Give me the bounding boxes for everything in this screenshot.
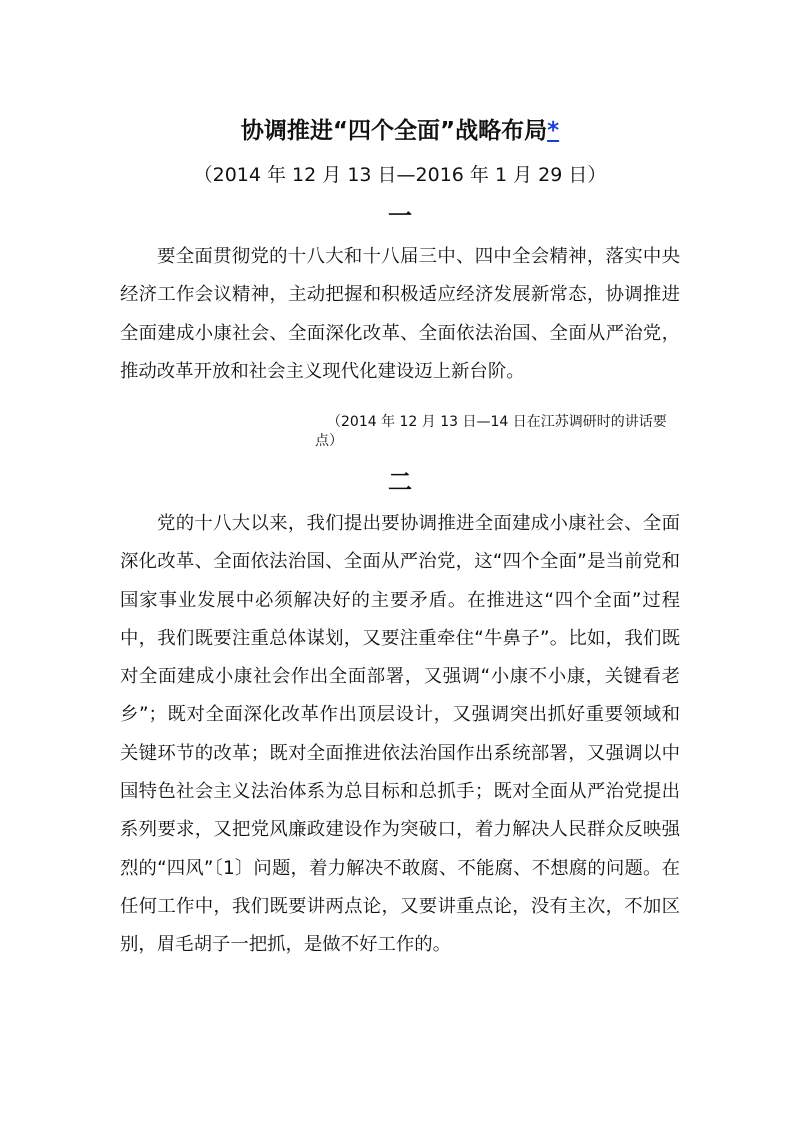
title-text: 协调推进“四个全面”战略布局 bbox=[240, 118, 548, 144]
section-1-source-note: （2014 年 12 月 13 日—14 日在江苏调研时的讲话要点） bbox=[315, 414, 667, 449]
section-number-2: 二 bbox=[388, 468, 412, 496]
footnote-link[interactable]: * bbox=[547, 118, 560, 144]
section-number-1: 一 bbox=[388, 202, 412, 230]
section-2-paragraph: 党的十八大以来，我们提出要协调推进全面建成小康社会、全面深化改革、全面依法治国、全面从严治党，这“四个全面”是当前党和国家事业发展中必须解决好的主要矛盾。在推进这“四个全面”过程中，我们既要注重总体谋划，又要注重牵住“牛鼻子”。比如，我们既对全面建成小康社会作出全面部署，又强调“小康不小康，关键看老乡”；既对全面深化改革作出顶层设计，又强调突出抓好重要领域和关键环节的改革；既对全面推进依法治国作出系统部署，又强调以中国特色社会主义法治体系为总目标和总抓手；既对全面从严治党提出系列要求，又把党风廉政建设作为突破口，着力解决人民群众反映强烈的“四风”〔1〕问题，着力解决不敢腐、不能腐、不想腐的问题。在任何工作中，我们既要讲两点论，又要讲重点论，没有主次，不加区别，眉毛胡子一把抓，是做不好工作的。 bbox=[120, 513, 680, 956]
date-range: （2014 年 12 月 13 日—2016 年 1 月 29 日） bbox=[193, 164, 607, 186]
section-1-paragraph: 要全面贯彻党的十八大和十八届三中、四中全会精神，落实中央经济工作会议精神，主动把握和积极适应经济发展新常态，协调推进全面建成小康社会、全面深化改革、全面依法治国、全面从严治党，推动改革开放和社会主义现代化建设迈上新台阶。 bbox=[120, 246, 680, 382]
page-title bbox=[0, 112, 800, 145]
